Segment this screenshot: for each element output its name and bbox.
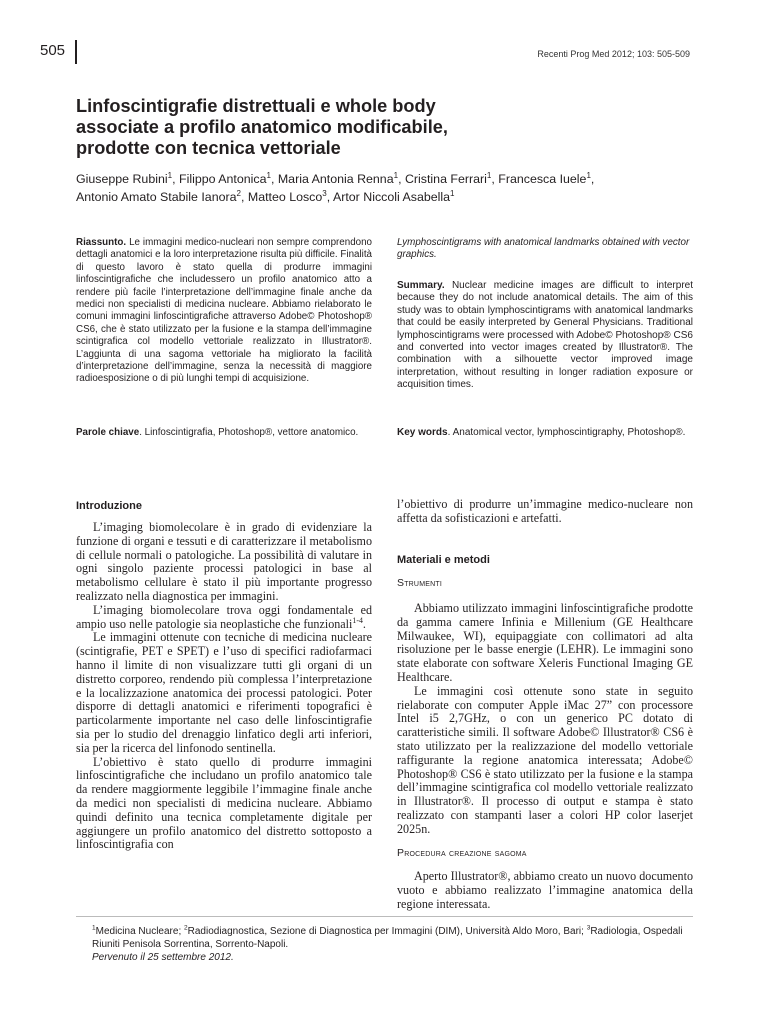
section-heading-methods: Materiali e metodi	[397, 554, 490, 566]
author-name: Filippo Antonica	[179, 172, 267, 186]
author-line	[76, 188, 696, 206]
affiliation-text: Radiologia, Ospedali Riuniti Penisola Sorrentina, Sorrento-Napoli.	[92, 926, 683, 950]
abstract-italian	[76, 237, 372, 386]
author-affiliation: 1	[586, 170, 591, 180]
title-line: associate a profilo anatomico modificabile,	[76, 117, 448, 137]
title-line: Linfoscintigrafie distrettuali e whole body	[76, 96, 436, 116]
author-separator: ,	[172, 172, 179, 186]
english-title: Lymphoscintigrams with anatomical landmarks obtained with vector graphics.	[397, 237, 690, 261]
author-separator: ,	[398, 172, 405, 186]
affiliation-number: 1	[92, 924, 96, 932]
title-line: prodotte con tecnica vettoriale	[76, 138, 341, 158]
procedura-body	[397, 870, 693, 911]
author-affiliation: 1	[393, 170, 399, 180]
abstract-english	[397, 280, 693, 392]
author-name: Antonio Amato Stabile Ianora	[76, 190, 237, 204]
header-divider	[75, 40, 77, 64]
author-separator: ,	[491, 172, 499, 186]
paragraph: L’obiettivo è stato quello di produrre immagini linfoscintigrafiche che includano un profilo anatomico tale da rendere maggiormente leggibile l’immagine finale anche da medici non specialisti di medicina nucleare. Abbiamo quindi definito una tecnica completamente digitale per aggiungere un profilo anatomico del distretto sottoposto a linfoscintigrafia con	[76, 754, 372, 852]
author-separator: ,	[590, 172, 595, 186]
paragraph: L’imaging biomolecolare è in grado di evidenziare la funzione di organi e tessuti e di caratterizzare il metabolismo di cellule normali o patologiche. La possibilità di valutare in ogni singolo paziente processi patologici in base al metabolismo cellulare è stato il più importante progresso realizzato nella diagnostica per immagini.	[76, 520, 372, 603]
footnote-divider	[76, 916, 693, 917]
author-separator: ,	[270, 172, 278, 186]
author-separator: ,	[240, 190, 248, 204]
paragraph-text: L’imaging biomolecolare trova oggi fondamentale ed ampio uso nelle patologie sia neoplastiche che funzionali	[76, 602, 372, 631]
author-name: Giuseppe Rubini	[76, 172, 168, 186]
affiliation-number: 3	[586, 924, 591, 932]
author-line	[76, 170, 696, 188]
paragraph: Le immagini così ottenute sono state in seguito rielaborate con computer Apple iMac 27” con processore Intel i5 2,7GHz, o con un generico PC dotato di caratteristiche simili. Il software Adobe© Illustrator® CS6 è stato utilizzato per la realizzazione del modello vettoriale raffigurante la regione anatomica interessata; Adobe© Photoshop® CS6 è stato utilizzato per la fusione e la stampa dell’immagine scintigrafica col modello vettoriale realizzato in Illustrator®. Il processo di output e stampa è stato realizzato con stampanti laser a colori HP color laserjet 2025n.	[397, 683, 693, 836]
abstract-text: Le immagini medico-nucleari non sempre comprendono dettagli anatomici e la loro interpretazione risulta più difficile. Finalità di questo lavoro è stato quella di produrre immagini linfoscintigrafiche che includessero un profilo anatomico atto a rendere più facile l’interpretazione dell’immagine finale anche da medici non specialisti di medicina nucleare. Abbiamo rielaborato le comuni immagini linfoscintigrafiche attraverso Adobe© Photoshop® CS6, che è stato utilizzato per la fusione e la stampa dell’immagine scintigrafica col modello vettoriale realizzato in Illustrator®. L’aggiunta di una sagoma vettoriale ha migliorato la facilità d’interpretazione dell’immagine, senza la necessità di maggiore radioesposizione o di più lunghi tempi di acquisizione.	[76, 237, 373, 385]
paragraph-end: .	[362, 616, 366, 631]
author-affiliation: 1	[450, 188, 455, 198]
author-list	[76, 170, 696, 206]
keywords-label: Parole chiave	[76, 427, 140, 438]
author-name: Cristina Ferrari	[404, 172, 487, 186]
journal-reference: Recenti Prog Med 2012; 103: 505-509	[537, 49, 690, 59]
received-date: Pervenuto il 25 settembre 2012.	[92, 952, 234, 963]
affiliation-text: Medicina Nucleare;	[95, 926, 184, 937]
author-name: Maria Antonia Renna	[277, 172, 394, 186]
affiliation-text: Radiodiagnostica, Sezione di Diagnostica per Immagini (DIM), Università Aldo Moro, Bari;	[187, 926, 587, 937]
paragraph: Le immagini ottenute con tecniche di medicina nucleare (scintigrafie, PET e SPET) e l’uso di specifici radiofarmaci hanno il limite di non visualizzare tutti gli organi di un distretto corporeo, rendendo più complessa l’interpretazione e la localizzazione anatomica dei processi patologici. Poter disporre di dettagli anatomici e riferimenti topografici è particolarmente importante nel caso delle linfoscintigrafie sia per lo studio del drenaggio linfatico degli arti inferiori, sia per la ricerca del linfonodo sentinella.	[76, 630, 372, 755]
author-name: Francesca Iuele	[498, 172, 587, 186]
keywords-text: . Anatomical vector, lymphoscintigraphy, Photoshop®.	[447, 427, 686, 438]
affiliations	[92, 925, 702, 951]
introduction-continuation	[397, 498, 693, 526]
section-heading-introduction: Introduzione	[76, 500, 142, 512]
paragraph: Aperto Illustrator®, abbiamo creato un nuovo documento vuoto e abbiamo realizzato l’immagine anatomica della regione interessata.	[397, 869, 693, 911]
summary-text: Nuclear medicine images are difficult to interpret because they do not include anatomical details. The aim of this study was to obtain lymphoscintigrams with anatomical landmarks that could be easily interpreted by General Physicians. Traditional lymphoscintigrams were processed with Adobe© Photoshop® CS6 and converted into vector images created by Illustrator®. The combination with a silhouette vector improved image interpretation, without resulting in longer radiation exposure or acquisition times.	[397, 280, 693, 391]
author-affiliation: 2	[236, 188, 241, 198]
author-name: Artor Niccoli Asabella	[332, 190, 451, 204]
keywords-label: Key words	[397, 427, 448, 438]
keywords-text: . Linfoscintigrafia, Photoshop®, vettore anatomico.	[139, 427, 359, 438]
keywords-italian	[76, 427, 372, 439]
keywords-english	[397, 427, 693, 439]
strumenti-body	[397, 602, 693, 837]
author-affiliation: 3	[322, 188, 327, 198]
abstract-label: Riassunto.	[76, 237, 127, 248]
introduction-body	[76, 521, 372, 852]
paragraph: l’obiettivo di produrre un’immagine medico-nucleare non affetta da sofisticazioni e artefatti.	[397, 497, 693, 525]
summary-label: Summary.	[397, 280, 445, 291]
article-title	[76, 96, 496, 159]
author-affiliation: 1	[486, 170, 492, 180]
citation: 1-4	[352, 615, 363, 625]
author-affiliation: 1	[266, 170, 271, 180]
subsection-heading-procedura: Procedura creazione sagoma	[397, 847, 527, 859]
subsection-heading-strumenti: Strumenti	[397, 577, 442, 589]
paragraph	[76, 604, 372, 632]
page-number: 505	[40, 42, 66, 59]
author-name: Matteo Losco	[247, 190, 323, 204]
author-affiliation: 1	[167, 170, 173, 180]
paragraph: Abbiamo utilizzato immagini linfoscintigrafiche prodotte da gamma camere Infinia e Millenium (GE Healthcare Milwaukee, WI), equipaggiate con collimatori ad alta risoluzione per le basse energie (LEHR). Le immagini sono state elaborate con software Xeleris Functional Imaging GE Healthcare.	[397, 601, 693, 684]
affiliation-number: 2	[184, 924, 188, 932]
author-separator: ,	[326, 190, 333, 204]
